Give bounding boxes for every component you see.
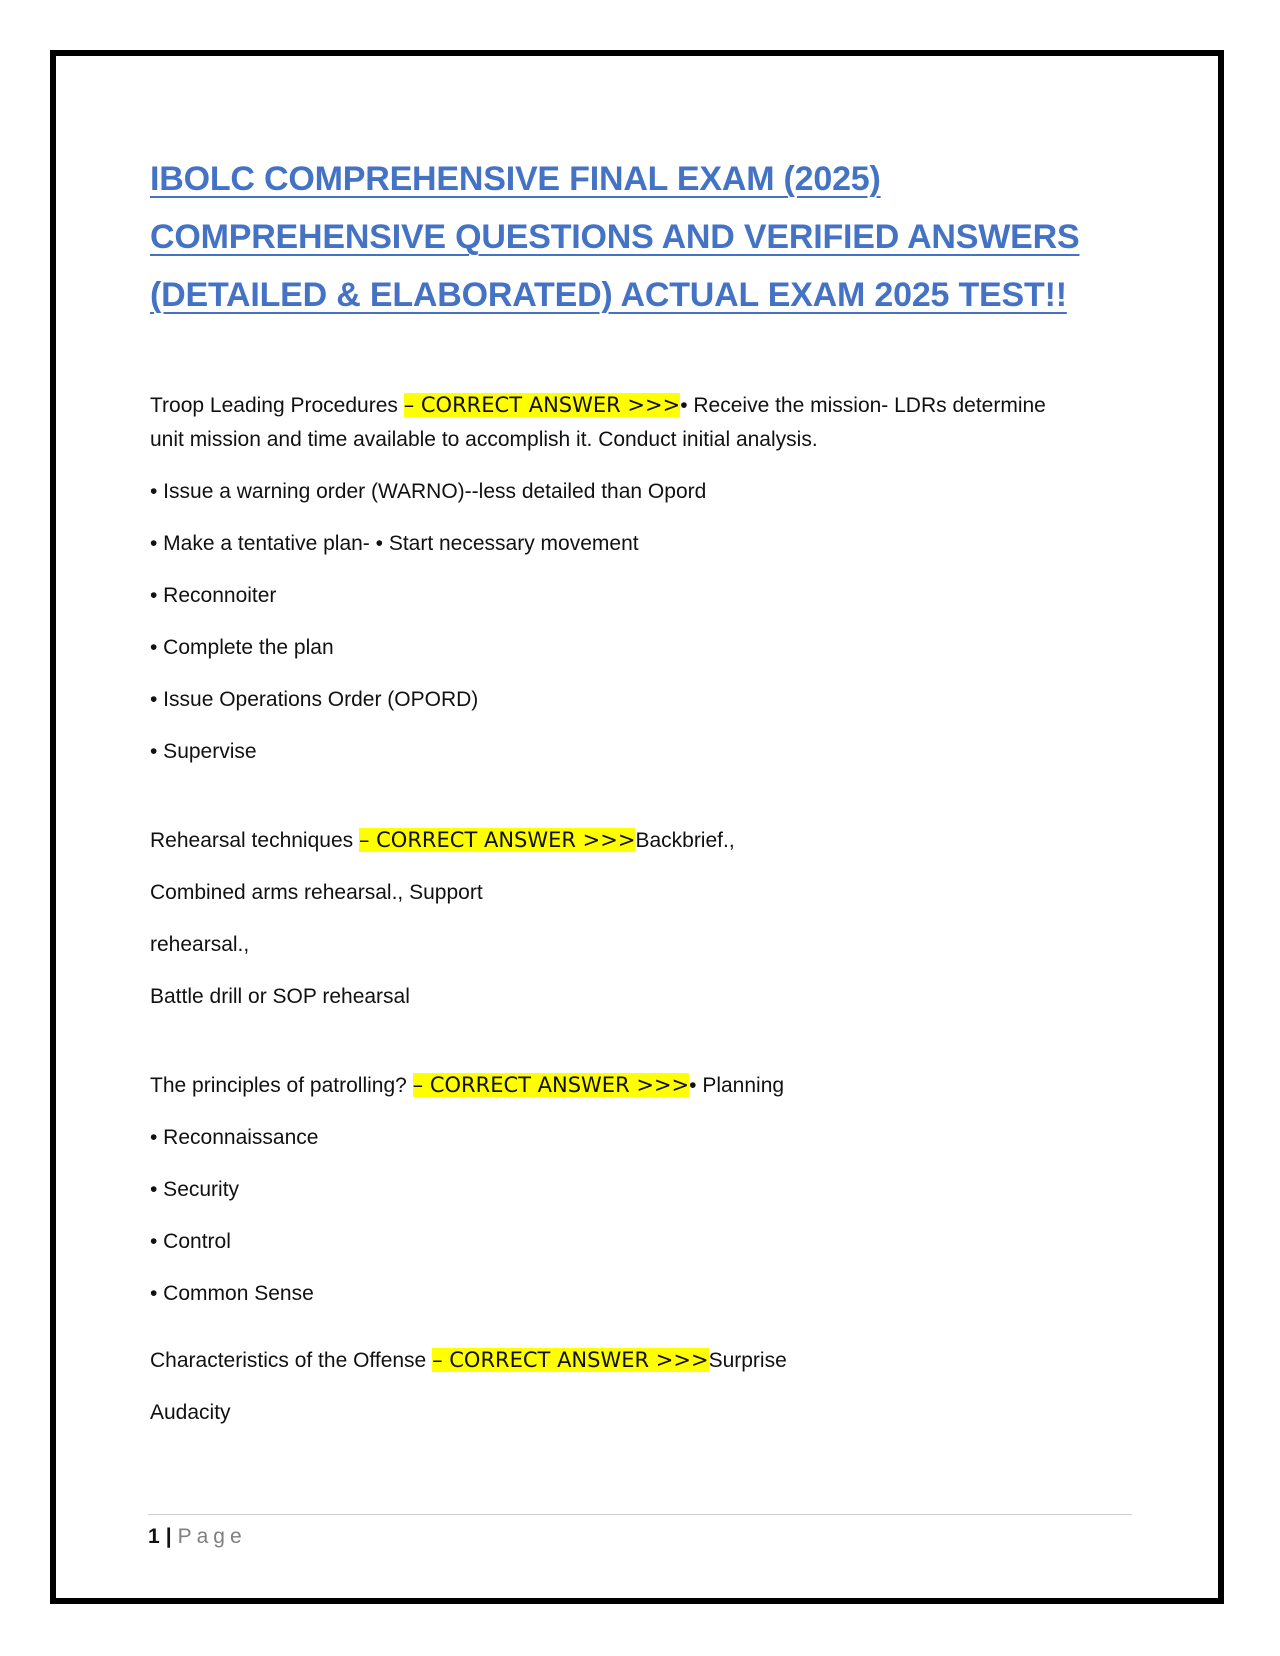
q3-item: • Security	[150, 1178, 240, 1201]
q1-item: • Issue Operations Order (OPORD)	[150, 688, 479, 711]
footer-separator: |	[165, 1525, 172, 1548]
q1-question: Troop Leading Procedures	[150, 394, 404, 417]
q4-question: Characteristics of the Offense	[150, 1349, 433, 1372]
q3-paragraph	[150, 1068, 1140, 1103]
q3-item: • Reconnaissance	[150, 1126, 319, 1149]
q1-item: • Supervise	[150, 740, 257, 763]
q3-item: • Common Sense	[150, 1282, 314, 1305]
q1-item: • Reconnoiter	[150, 584, 277, 607]
page-label: Page	[177, 1525, 247, 1548]
q1-item: • Make a tentative plan- • Start necessary movement	[150, 532, 639, 555]
q2-question: Rehearsal techniques	[150, 829, 359, 852]
q1-item: • Complete the plan	[150, 636, 334, 659]
q1-answer-marker: – CORRECT ANSWER >>>	[403, 393, 681, 417]
q1-paragraph	[150, 388, 1140, 457]
document-title	[150, 150, 1140, 324]
spacer	[150, 1329, 1140, 1343]
q4-paragraph	[150, 1343, 1140, 1378]
document-body	[150, 388, 1140, 1430]
q1-item: • Issue a warning order (WARNO)--less detailed than Opord	[150, 480, 707, 503]
q3-answer-marker: – CORRECT ANSWER >>>	[412, 1073, 690, 1097]
title-line-1: IBOLC COMPREHENSIVE FINAL EXAM (2025)	[150, 160, 881, 198]
page-footer	[148, 1514, 1132, 1549]
page-number: 1	[148, 1525, 160, 1548]
q4-answer: Surprise	[708, 1349, 787, 1372]
q4-line: Audacity	[150, 1401, 231, 1424]
spacer	[150, 787, 1140, 823]
q3-item: • Control	[150, 1230, 231, 1253]
document-content	[150, 150, 1140, 1448]
q2-paragraph	[150, 823, 1140, 858]
title-line-3: (DETAILED & ELABORATED) ACTUAL EXAM 2025 TEST!!	[150, 276, 1067, 314]
q3-question: The principles of patrolling?	[150, 1074, 413, 1097]
q2-answer-marker: – CORRECT ANSWER >>>	[358, 828, 636, 852]
q2-line: rehearsal.,	[150, 933, 250, 956]
q3-answer: • Planning	[689, 1074, 785, 1097]
q2-line: Battle drill or SOP rehearsal	[150, 985, 410, 1008]
q4-answer-marker: – CORRECT ANSWER >>>	[432, 1348, 709, 1372]
spacer	[150, 1032, 1140, 1068]
q1-answer-line2: unit mission and time available to accomplish it. Conduct initial analysis.	[150, 428, 818, 451]
q1-answer-line1: • Receive the mission- LDRs determine	[680, 394, 1046, 417]
q2-line: Combined arms rehearsal., Support	[150, 881, 483, 904]
q2-answer: Backbrief.,	[635, 829, 735, 852]
title-line-2: COMPREHENSIVE QUESTIONS AND VERIFIED ANSWERS	[150, 218, 1080, 256]
